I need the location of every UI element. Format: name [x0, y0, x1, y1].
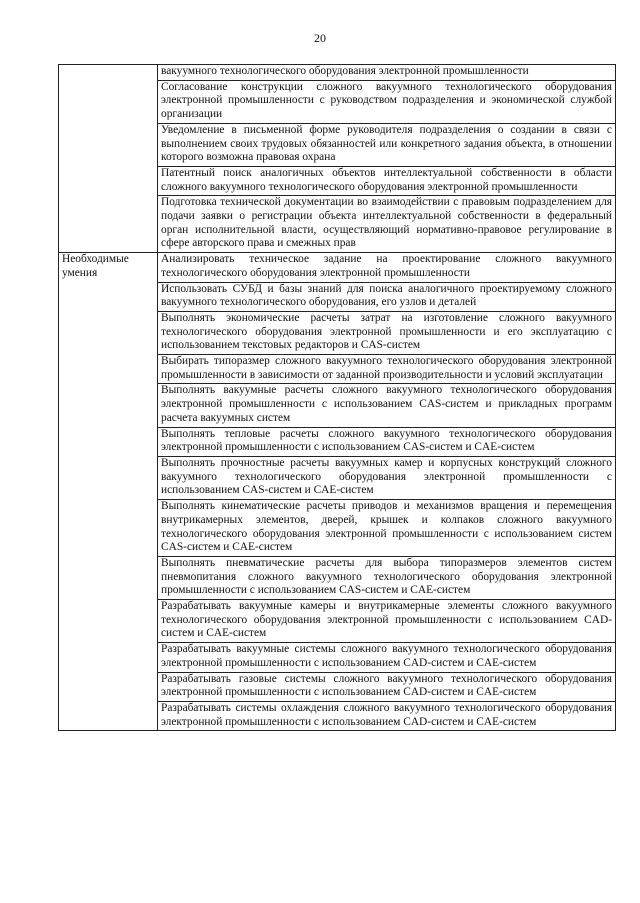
- page-number: 20: [314, 31, 326, 45]
- cell-text: Выполнять тепловые расчеты сложного вакуумного технологического оборудования электронной промышленности с использованием CAS-систем и CAE-систем: [161, 427, 612, 454]
- cell-text: Согласование конструкции сложного вакуумного технологического оборудования электронной промышленности с руководством подразделения и экономической службой организации: [161, 80, 612, 121]
- cell-text: Выбирать типоразмер сложного вакуумного технологического оборудования электронной промышленности в зависимости от заданной производительности и условий эксплуатации: [161, 355, 612, 381]
- table-cell: [158, 166, 616, 195]
- table-cell: [158, 427, 616, 456]
- table-cell: [158, 556, 616, 599]
- table-cell: [158, 80, 616, 123]
- cell-text: Выполнять экономические расчеты затрат на изготовление сложного вакуумного технологического оборудования электронной промышленности и его эксплуатацию с использованием текстовых редакторов и CAS-систем: [161, 311, 612, 352]
- table-cell: [158, 355, 616, 384]
- label-cell-empty: [59, 65, 158, 253]
- cell-text: Выполнять прочностные расчеты вакуумных камер и корпусных конструкций сложного вакуумного технологического оборудования электронной промышленности с использованием CAS-систем и CAE-систем: [161, 456, 612, 497]
- table-cell: [158, 123, 616, 166]
- table-cell: [158, 253, 616, 282]
- section-label-cell: [59, 253, 158, 731]
- cell-text: Выполнять вакуумные расчеты сложного вакуумного технологического оборудования электронной промышленности с использованием CAS-систем и прикладных программ расчета вакуумных систем: [161, 384, 612, 424]
- table-row: [59, 253, 616, 282]
- cell-text: Анализировать техническое задание на проектирование сложного вакуумного технологического оборудования электронной промышленности: [161, 253, 612, 279]
- cell-text: Подготовка технической документации во взаимодействии с правовым подразделением для подачи заявки о регистрации объекта интеллектуальной собственности в федеральный орган исполнительной власти, осуществляющий нормативно-правовое регулирование в сфере авторского права и смежных прав: [161, 196, 612, 250]
- cell-text: Разрабатывать вакуумные системы сложного вакуумного технологического оборудования электронной промышленности с использованием CAD-систем и CAE-систем: [161, 643, 612, 669]
- cell-text: Использовать СУБД и базы знаний для поиска аналогичного проектируемому сложного вакуумного технологического оборудования, его узлов и деталей: [161, 282, 612, 309]
- cell-text: Выполнять пневматические расчеты для выбора типоразмеров элементов систем пневмопитания сложного вакуумного технологического оборудования электронной промышленности с использованием CAS-систем и CAE-систем: [161, 556, 612, 597]
- cell-text: Разрабатывать вакуумные камеры и внутрикамерные элементы сложного вакуумного технологического оборудования электронной промышленности с использованием CAD-систем и CAE-систем: [161, 600, 612, 640]
- table-cell: [158, 384, 616, 427]
- table-cell: [158, 600, 616, 643]
- table-cell: [158, 311, 616, 354]
- table-cell: [158, 672, 616, 701]
- cell-text: Выполнять кинематические расчеты приводов и механизмов вращения и перемещения внутрикамерных элементов, дверей, крышек и колпаков сложного вакуумного технологического оборудования электронной промышленности с использованием систем CAS-систем и CAE-систем: [161, 500, 612, 554]
- cell-text: Патентный поиск аналогичных объектов интеллектуальной собственности в области сложного вакуумного технологического оборудования электронной промышленности: [161, 166, 612, 193]
- section-label: Необходимые умения: [62, 253, 129, 279]
- table-cell: [158, 701, 616, 730]
- table-cell: [158, 65, 616, 81]
- table-cell: [158, 196, 616, 253]
- table-cell: [158, 456, 616, 499]
- table-cell: [158, 500, 616, 557]
- cell-text: вакуумного технологического оборудования электронной промышленности: [161, 65, 529, 77]
- cell-text: Разрабатывать газовые системы сложного вакуумного технологического оборудования электронной промышленности с использованием CAD-систем и CAE-систем: [161, 672, 612, 699]
- table-cell: [158, 643, 616, 672]
- cell-text: Уведомление в письменной форме руководителя подразделения о создании в связи с выполнением своих трудовых обязанностей или конкретного задания объекта, в отношении которого возможна правовая охрана: [161, 123, 612, 164]
- table-row: [59, 65, 616, 81]
- cell-text: Разрабатывать системы охлаждения сложного вакуумного технологического оборудования электронной промышленности с использованием CAD-систем и CAE-систем: [161, 701, 612, 728]
- table-cell: [158, 282, 616, 311]
- requirements-table: [58, 64, 616, 731]
